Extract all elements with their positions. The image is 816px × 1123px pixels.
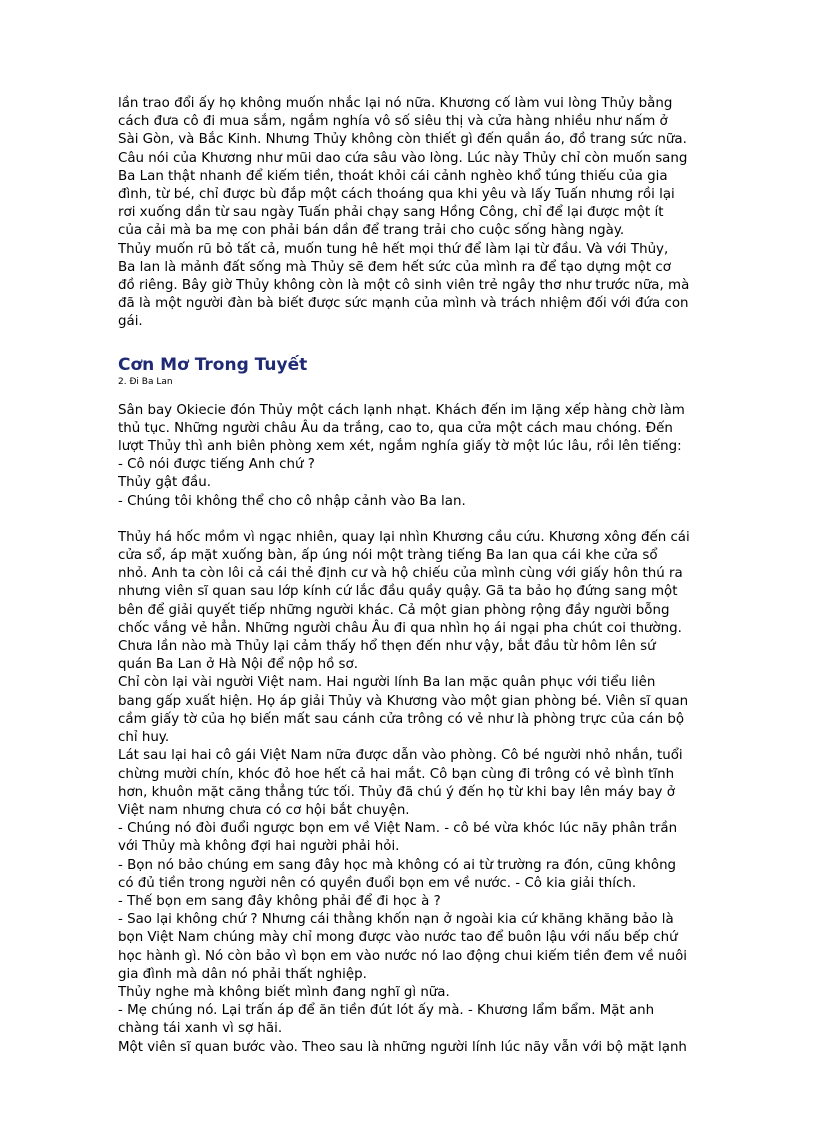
text-line: cửa sổ, áp mặt xuống bàn, ấp úng nói một tràng tiếng Ba lan qua cái khe cửa sổ [118,548,658,564]
text-line: Chưa lần nào mà Thủy lại cảm thấy hổ thẹn đến như vậy, bắt đầu từ hôm lên sứ [118,639,656,655]
text-line: Sài Gòn, và Bắc Kinh. Nhưng Thủy không còn thiết gì đến quần áo, đồ trang sức nữa. [118,132,687,148]
text-line: bọn Việt Nam chúng mày chỉ mong được vào nước tao để buôn lậu với nấu bếp chứ [118,930,678,946]
paragraph-airport [118,402,703,511]
text-line: quán Ba Lan ở Hà Nội để nộp hồ sơ. [118,657,358,673]
text-line: - Mẹ chúng nó. Lại trấn áp để ăn tiền đút lót ấy mà. - Khương lẩm bẩm. Mặt anh [118,1003,655,1019]
text-line: nhỏ. Anh ta còn lôi cả cái thẻ định cư và hộ chiếu của mình cùng với giấy hôn thú ra [118,566,683,582]
text-line: rơi xuống dần từ sau ngày Tuấn phải chạy sang Hồng Công, chỉ để lại được một ít [118,205,664,221]
text-line: chốc vắng vẻ hẳn. Những người châu Âu đi qua nhìn họ ái ngại pha chút coi thường. [118,620,682,636]
text-line: - Bọn nó bảo chúng em sang đây học mà không có ai từ trường ra đón, cũng không [118,857,677,873]
chapter-subheading: 2. Đi Ba Lan [118,376,173,387]
text-line: đã là một người đàn bà biết được sức mạnh của mình và trách nhiệm đối với đứa con [118,296,689,312]
text-line: Thủy nghe mà không biết mình đang nghĩ gì nữa. [118,984,450,1000]
text-line: gia đình mà dân nó phải thất nghiệp. [118,966,367,982]
chapter-heading: Cơn Mơ Trong Tuyết [118,354,308,375]
text-line: nhưng viên sĩ quan sau lớp kính cứ lắc đầu quầy quậy. Gã ta bảo họ đứng sang một [118,584,678,600]
text-line: - Thế bọn em sang đây không phải để đi học à ? [118,893,441,909]
text-line: Ba Lan thật nhanh để kiếm tiền, thoát khỏi cái cảnh nghèo khổ túng thiếu của gia [118,168,668,184]
paragraph-detention [118,529,703,1057]
text-line: Ba lan là mảnh đất sống mà Thủy sẽ đem hết sức của mình ra để tạo dựng một cơ [118,259,671,275]
text-line: Việt nam nhưng chưa có cơ hội bắt chuyện. [118,802,410,818]
text-line: Sân bay Okiecie đón Thủy một cách lạnh nhạt. Khách đến im lặng xếp hàng chờ làm [118,402,685,418]
text-line: có đủ tiền trong người nên có quyền đuổi bọn em về nước. - Cô kia giải thích. [118,875,637,891]
text-line: đình, từ bé, chỉ được bù đắp một cách thoáng qua khi yêu và lấy Tuấn nhưng rồi lại [118,187,675,203]
text-line: lượt Thủy thì anh biên phòng xem xét, ngắm nghía giấy tờ một lúc lâu, rồi lên tiếng: [118,439,682,455]
text-line: của cải mà ba mẹ con phải bán dần để trang trải cho cuộc sống hàng ngày. [118,223,625,239]
text-line: - Chúng tôi không thể cho cô nhập cảnh vào Ba lan. [118,493,466,509]
text-line: thủ tục. Những người châu Âu da trắng, cao to, qua cửa một cách mau chóng. Đến [118,420,673,436]
text-line: - Cô nói được tiếng Anh chứ ? [118,457,315,473]
text-line: Câu nói của Khương như mũi dao cứa sâu vào lòng. Lúc này Thủy chỉ còn muốn sang [118,150,688,166]
text-line: chỉ huy. [118,730,170,746]
paragraph-gap [118,511,703,529]
text-line: bang gấp xuất hiện. Họ áp giải Thủy và Khương vào một gian phòng bé. Viên sĩ quan [118,693,689,709]
text-line: cầm giấy tờ của họ biến mất sau cánh cửa trông có vẻ như là phòng trực của cán bộ [118,711,685,727]
text-line: hơn, khuôn mặt căng thẳng tức tối. Thủy đã chú ý đến họ từ khi bay lên máy bay ở [118,784,675,800]
text-line: Thủy há hốc mồm vì ngạc nhiên, quay lại nhìn Khương cầu cứu. Khương xông đến cái [118,529,690,545]
paragraph-intro [118,95,703,332]
text-line: chàng tái xanh vì sợ hãi. [118,1021,283,1037]
text-line: bên để giải quyết tiếp những người khác. Cả một gian phòng rộng đầy người bỗng [118,602,670,618]
text-line: Một viên sĩ quan bước vào. Theo sau là những người lính lúc nãy vẫn với bộ mặt lạnh [118,1039,687,1055]
text-line: cách đưa cô đi mua sắm, ngắm nghía vô số siêu thị và cửa hàng nhiều như nấm ở [118,114,668,130]
text-line: Thủy muốn rũ bỏ tất cả, muốn tung hê hết mọi thứ để làm lại từ đầu. Và với Thủy, [118,241,669,257]
text-line: chừng mười chín, khóc đỏ hoe hết cả hai mắt. Cô bạn cùng đi trông có vẻ bình tĩnh [118,766,675,782]
text-line: học hành gì. Nó còn bảo vì bọn em vào nước nó lao động chui kiếm tiền đem về nuôi [118,948,687,964]
text-line: - Chúng nó đòi đuổi ngược bọn em về Việt Nam. - cô bé vừa khóc lúc nãy phân trần [118,821,678,837]
text-line: lần trao đổi ấy họ không muốn nhắc lại nó nữa. Khương cố làm vui lòng Thủy bằng [118,96,673,111]
text-line: gái. [118,314,143,330]
text-line: với Thủy mà không đợi hai người phải hỏi. [118,839,400,855]
text-line: Thủy gật đầu. [118,475,211,491]
text-line: Chỉ còn lại vài người Việt nam. Hai người lính Ba lan mặc quân phục với tiểu liên [118,675,656,691]
text-line: Lát sau lại hai cô gái Việt Nam nữa được dẫn vào phòng. Cô bé người nhỏ nhắn, tuổi [118,748,683,764]
text-line: đồ riêng. Bây giờ Thủy không còn là một cô sinh viên trẻ ngây thơ như trước nữa, mà [118,278,690,294]
text-line: - Sao lại không chứ ? Nhưng cái thằng khốn nạn ở ngoài kia cứ khăng khăng bảo là [118,912,674,928]
document-page [118,95,703,1057]
